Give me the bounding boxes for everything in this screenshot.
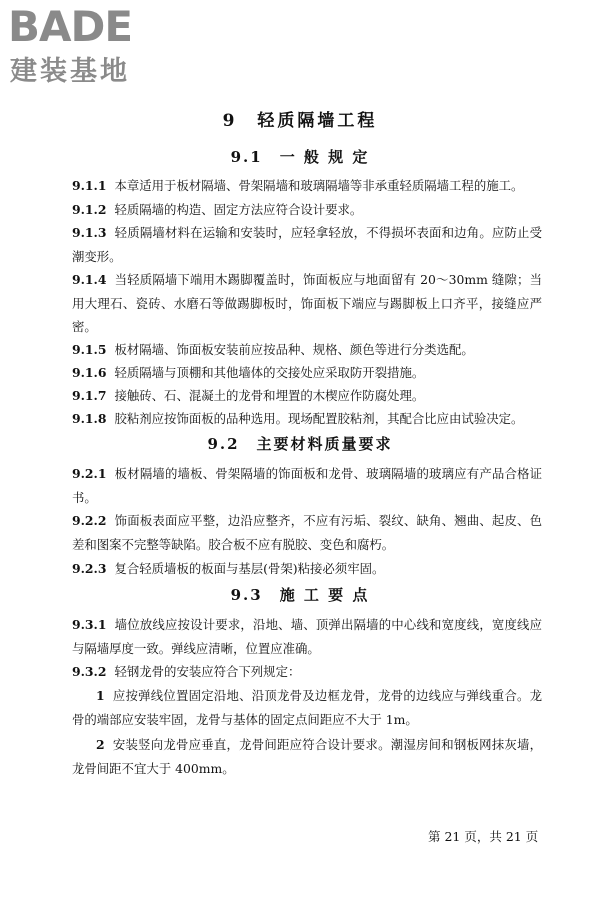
brand-name: BADE [8,2,133,51]
clause-number: 9.1.8 [72,411,107,426]
section-title: 9.2 主要材料质量要求 [207,435,393,453]
clause-number: 9.1.1 [72,178,107,193]
clause-text: 板材隔墙的墙板、骨架隔墙的饰面板和龙骨、玻璃隔墙的玻璃应有产品合格证书。 [72,466,542,505]
clause-number: 9.1.4 [72,272,107,287]
brand-subtitle: 建装基地 [10,56,130,87]
clause [72,198,542,222]
clause-text: 饰面板表面应平整，边沿应整齐，不应有污垢、裂纹、缺角、翘曲、起皮、色差和图案不完整等缺陷。胶合板不应有脱胶、变色和腐朽。 [72,513,542,552]
clause-text: 胶粘剂应按饰面板的品种选用。现场配置胶粘剂，其配合比应由试验决定。 [114,411,524,426]
item-number: 2 [96,737,105,752]
list-item [72,684,542,731]
clause-text: 当轻质隔墙下端用木踢脚覆盖时，饰面板应与地面留有 20～30mm 缝隙；当用大理石、瓷砖、水磨石等做踢脚板时，饰面板下端应与踢脚板上口齐平，接缝应严密。 [72,272,542,334]
clause [72,462,542,509]
clause-number: 9.1.3 [72,225,107,240]
clause [72,268,542,339]
clause-text: 板材隔墙、饰面板安装前应按品种、规格、颜色等进行分类选配。 [114,342,474,357]
clause-number: 9.3.1 [72,617,107,632]
clause-text: 本章适用于板材隔墙、骨架隔墙和玻璃隔墙等非承重轻质隔墙工程的施工。 [114,178,524,193]
clause-text: 轻质隔墙材料在运输和安装时，应轻拿轻放，不得损坏表面和边角。应防止受潮变形。 [72,225,542,264]
brand-logo [8,4,178,94]
clause [72,361,542,385]
item-text: 安装竖向龙骨应垂直，龙骨间距应符合设计要求。潮湿房间和钢板网抹灰墙，龙骨间距不宜大于 400mm。 [72,737,542,776]
clause [72,557,542,581]
clause [72,221,542,268]
clause-text: 轻质隔墙与顶棚和其他墙体的交接处应采取防开裂措施。 [114,365,425,380]
clause-number: 9.1.2 [72,202,107,217]
clause [72,509,542,556]
page-number: 第 21 页，共 21 页 [428,829,539,844]
clause-text: 轻质隔墙的构造、固定方法应符合设计要求。 [114,202,363,217]
clause-number: 9.1.6 [72,365,107,380]
list-item [72,733,542,780]
clause-number: 9.3.2 [72,664,107,679]
clause [72,174,542,198]
clause [72,613,542,660]
item-text: 应按弹线位置固定沿地、沿顶龙骨及边框龙骨，龙骨的边线应与弹线重合。龙骨的端部应安装牢固，龙骨与基体的固定点间距应不大于 1m。 [72,688,542,727]
item-number: 1 [96,688,105,703]
clause [72,407,542,431]
clause [72,660,542,684]
clause-text: 复合轻质墙板的板面与基层(骨架)粘接必须牢固。 [114,561,385,576]
clause-number: 9.1.7 [72,388,107,403]
clause-number: 9.2.2 [72,513,107,528]
clause-number: 9.1.5 [72,342,107,357]
clause-text: 轻钢龙骨的安装应符合下列规定： [114,664,301,679]
clause-text: 接触砖、石、混凝土的龙骨和埋置的木楔应作防腐处理。 [114,388,425,403]
clause-number: 9.2.3 [72,561,107,576]
chapter-title: 9 轻质隔墙工程 [222,111,378,131]
clause [72,384,542,408]
clause [72,338,542,362]
section-title: 9.3 施 工 要 点 [230,586,370,604]
clause-text: 墙位放线应按设计要求，沿地、墙、顶弹出隔墙的中心线和宽度线，宽度线应与隔墙厚度一致。弹线应清晰，位置应准确。 [72,617,542,656]
clause-number: 9.2.1 [72,466,107,481]
section-title: 9.1 一 般 规 定 [230,148,370,166]
